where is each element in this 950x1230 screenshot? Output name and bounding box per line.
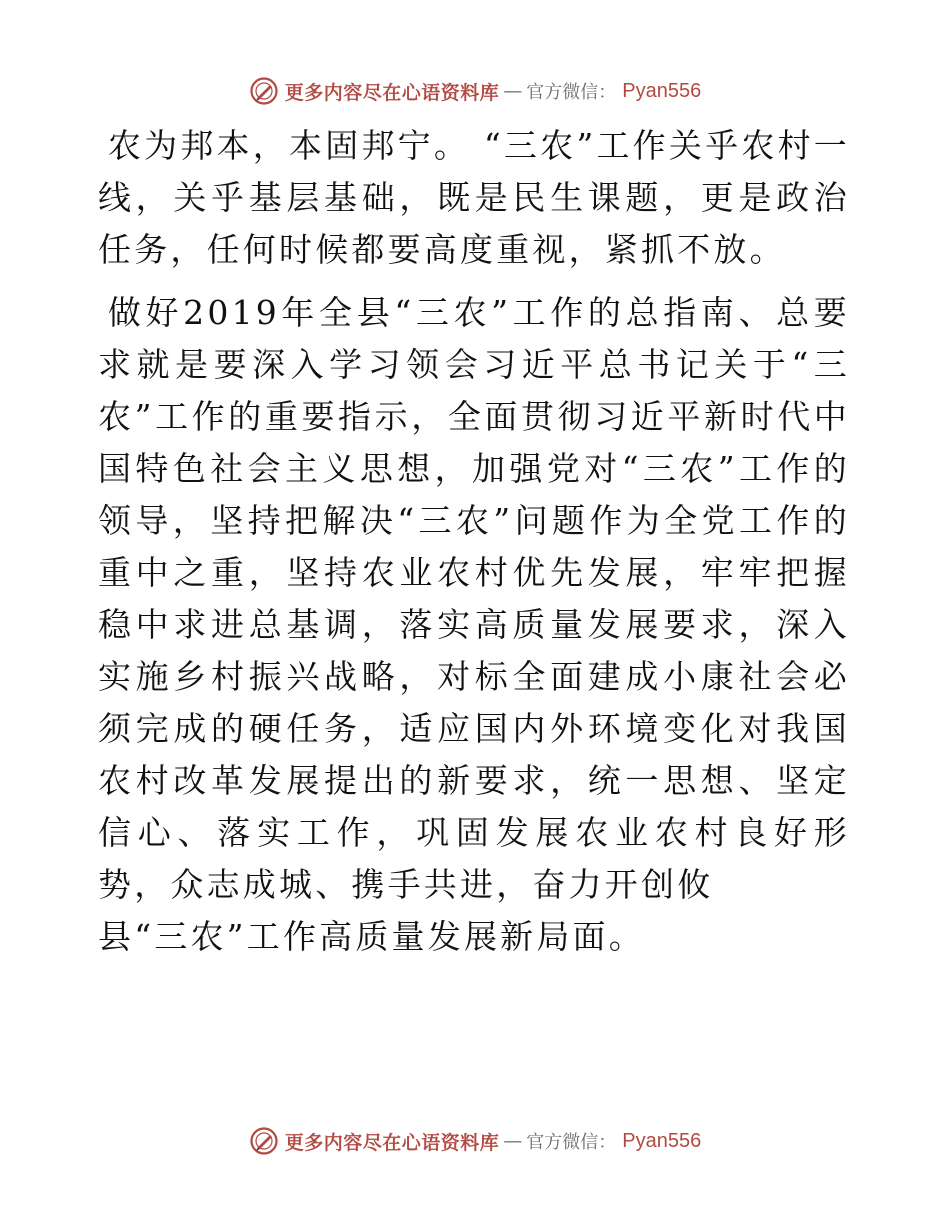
paragraph-2-tail: 县“三农”工作高质量发展新局面。 (98, 917, 645, 956)
footer-watermark-banner (0, 1121, 950, 1161)
banner-slogan: 更多内容尽在心语资料库 (284, 1131, 500, 1154)
paragraph-1: 农为邦本，本固邦宁。 “三农”工作关乎农村一线，关乎基层基础，既是民生课题，更是政治任务，任何时候都要高度重视，紧抓不放。 (98, 126, 850, 269)
document-body (98, 120, 850, 963)
banner-wechat-account: Pyan556 (622, 1129, 702, 1152)
paragraph-2-text: 做好2019年全县“三农”工作的总指南、总要求就是要深入学习领会习近平总书记关于“三农”工作的重要指示，全面贯彻习近平新时代中国特色社会主义思想，加强党对“三农”工作的领导，坚持把解决“三农”问题作为全党工作的重中之重，坚持农业农村优先发展，牢牢把握稳中求进总基调，落实高质量发展要求，深入实施乡村振兴战略，对标全面建成小康社会必须完成的硬任务，适应国内外环境变化对我国农村改革发展提出的新要求，统一思想、坚定信心、落实工作，巩固发展农业农村良好形势，众志成城、携手共进，奋力开创攸 (98, 293, 850, 904)
brand-logo-icon (249, 1126, 279, 1156)
banner-dash: — (503, 80, 523, 102)
banner-wechat-label: 官方微信： (526, 82, 617, 103)
header-watermark-banner (0, 71, 950, 111)
banner-wechat-label: 官方微信： (526, 1132, 617, 1153)
paragraph-2 (98, 287, 850, 963)
banner-slogan: 更多内容尽在心语资料库 (284, 81, 500, 104)
banner-wechat-account: Pyan556 (622, 79, 702, 102)
banner-dash: — (503, 1130, 523, 1152)
brand-logo-icon (249, 76, 279, 106)
